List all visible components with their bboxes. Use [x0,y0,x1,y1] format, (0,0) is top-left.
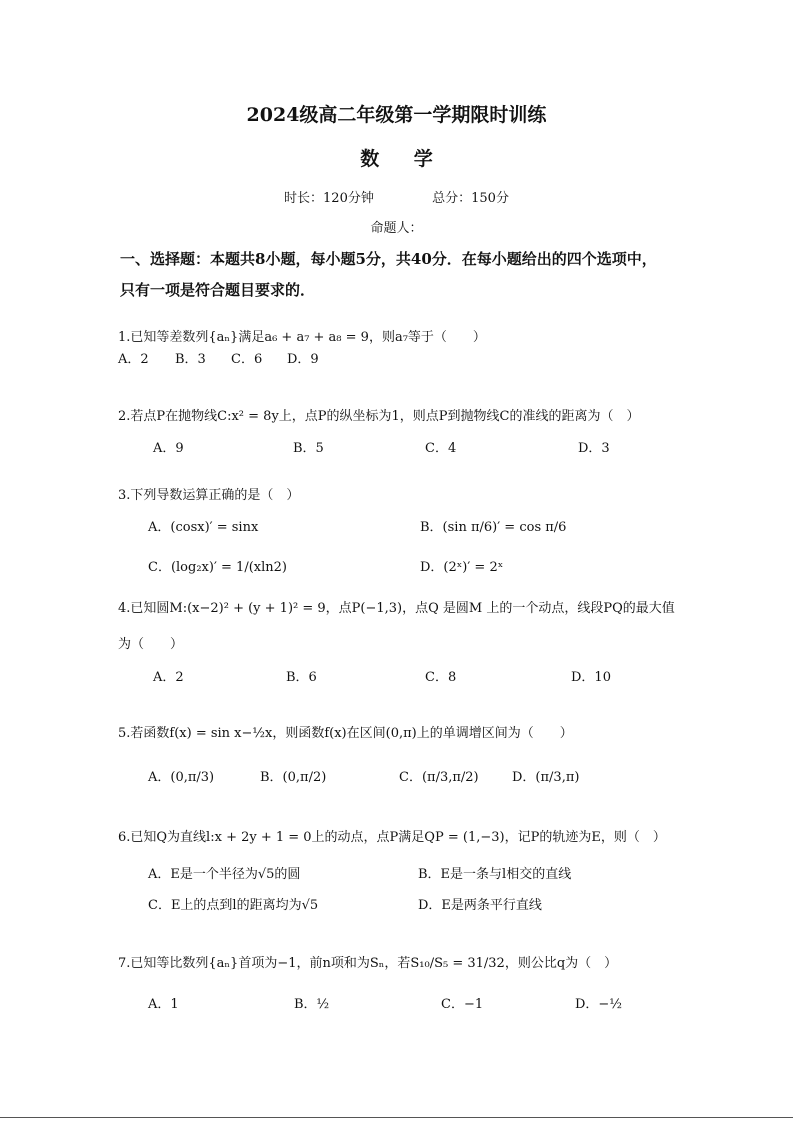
q6-option-b: B．E是一条与l相交的直线 [418,867,572,882]
q1-option-a: A．2 [118,352,149,367]
q6-option-d: D．E是两条平行直线 [418,898,542,913]
question-4-stem-line1: 4.已知圆M:(x−2)² + (y + 1)² = 9，点P(−1,3)，点Q 是圆M 上的一个动点，线段PQ的最大值 [118,601,675,616]
question-5-stem: 5.若函数f(x) = sin x−½x，则函数f(x)在区间(0,π)上的单调增区间为（ ） [118,726,573,741]
q1-option-d: D．9 [287,352,319,367]
author-text: 命题人： [370,221,423,236]
q7-option-b: B．½ [294,997,330,1012]
q1-option-b: B．3 [175,352,206,367]
q4-option-d: D．10 [571,670,611,685]
question-2-stem: 2.若点P在抛物线C:x² = 8y上，点P的纵坐标为1，则点P到抛物线C的准线的距离为（ ） [118,409,640,424]
total-score-text: 总分：150分 [432,191,509,206]
question-6-stem: 6.已知Q为直线l:x + 2y + 1 = 0上的动点，点P满足QP = (1,−3)，记P的轨迹为E，则（ ） [118,830,666,845]
section-heading-line2: 只有一项是符合题目要求的． [120,281,316,299]
q7-option-c: C．−1 [441,997,484,1012]
q6-option-c: C．E上的点到l的距离均为√5 [148,898,319,913]
q5-option-c: C．(π/3,π/2) [399,770,479,785]
question-3-stem: 3.下列导数运算正确的是（ ） [118,488,300,503]
q2-option-d: D．3 [578,441,610,456]
q3-option-b: B．(sin π/6)′ = cos π/6 [420,520,567,535]
section-heading-line1: 一、选择题：本题共8小题，每小题5分，共40分．在每小题给出的四个选项中， [120,250,657,268]
q2-option-c: C．4 [425,441,457,456]
page-title: 2024级高二年级第一学期限时训练 [246,104,547,126]
question-4-stem-line2: 为（ ） [118,637,184,652]
q4-option-b: B．6 [286,670,317,685]
q2-option-b: B．5 [293,441,324,456]
q5-option-b: B．(0,π/2) [260,770,327,785]
q3-option-a: A．(cosx)′ = sinx [148,520,259,535]
q1-option-c: C．6 [231,352,263,367]
page-bottom-rule [0,1117,793,1118]
q4-option-a: A．2 [153,670,184,685]
q7-option-a: A．1 [148,997,179,1012]
q3-option-c: C．(log₂x)′ = 1/(xln2) [148,560,287,575]
q2-option-a: A．9 [153,441,184,456]
q6-option-a: A．E是一个半径为√5的圆 [148,867,301,882]
question-7-stem: 7.已知等比数列{aₙ}首项为−1，前n项和为Sₙ，若S₁₀/S₅ = 31/32，则公比q为（ ） [118,956,618,971]
q5-option-d: D．(π/3,π) [512,770,580,785]
q4-option-c: C．8 [425,670,457,685]
q3-option-d: D．(2ˣ)′ = 2ˣ [420,560,504,575]
duration-text: 时长：120分钟 [284,191,374,206]
exam-info [0,187,793,206]
q5-option-a: A．(0,π/3) [148,770,215,785]
question-1-stem: 1.已知等差数列{aₙ}满足a₆ + a₇ + a₈ = 9，则a₇等于（ ） [118,330,486,345]
subject-title: 数 学 [360,148,447,170]
q7-option-d: D．−½ [575,997,622,1012]
